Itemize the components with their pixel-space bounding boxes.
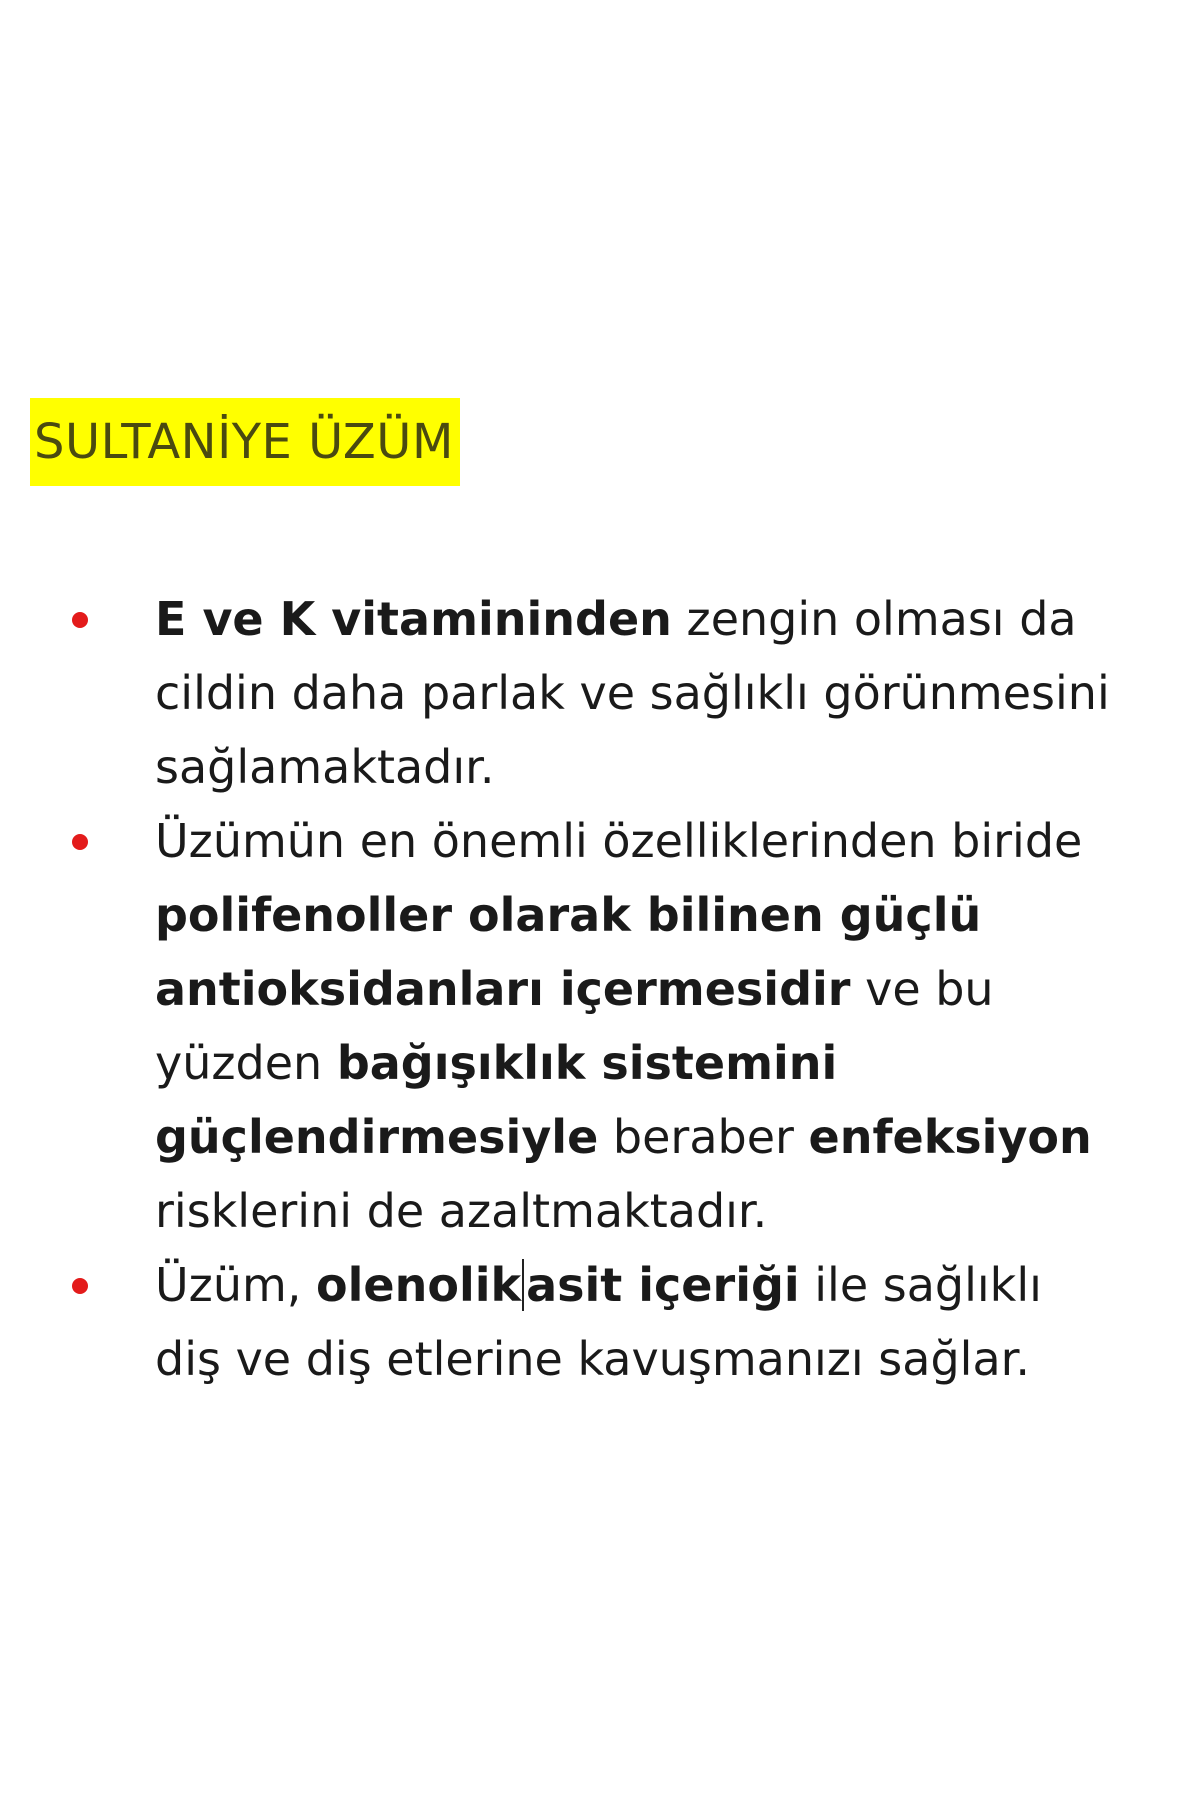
bold-text-segment: asit içeriği (526, 1258, 800, 1312)
text-segment: zengin olması da (671, 592, 1077, 646)
bullet-dot-icon (72, 834, 88, 850)
text-segment: diş ve diş etlerine kavuşmanızı sağlar. (155, 1332, 1030, 1386)
text-segment: cildin daha parlak ve sağlıklı görünmesini (155, 666, 1110, 720)
bold-text-segment: polifenoller olarak bilinen güçlü (155, 888, 982, 942)
text-segment: beraber (598, 1110, 809, 1164)
bullet-dot-icon (72, 1278, 88, 1294)
text-line (155, 804, 1170, 878)
text-line (155, 1100, 1170, 1174)
text-line (155, 582, 1170, 656)
text-segment: risklerini de azaltmaktadır. (155, 1184, 768, 1238)
text-segment: ve bu (850, 962, 994, 1016)
bullet-item-2 (0, 804, 1200, 1248)
text-segment: yüzden (155, 1036, 337, 1090)
text-segment: ile sağlıklı (799, 1258, 1042, 1312)
bold-text-segment: enfeksiyon (808, 1110, 1092, 1164)
document-title: SULTANİYE ÜZÜM (30, 398, 460, 486)
text-line (155, 730, 1170, 804)
text-cursor (522, 1259, 524, 1311)
bold-text-segment: bağışıklık sistemini (336, 1036, 838, 1090)
bullet-list (0, 582, 1200, 1396)
title-wrap (30, 398, 460, 486)
bullet-dot-icon (72, 612, 88, 628)
text-segment: Üzüm, (155, 1258, 317, 1312)
text-line (155, 952, 1170, 1026)
text-line (155, 1248, 1170, 1322)
bold-text-segment: güçlendirmesiyle (155, 1110, 599, 1164)
text-line (155, 656, 1170, 730)
bullet-item-3 (0, 1248, 1200, 1396)
bold-text-segment: olenolik (316, 1258, 522, 1312)
bold-text-segment: E ve K vitamininden (155, 592, 672, 646)
bullet-item-1 (0, 582, 1200, 804)
bold-text-segment: antioksidanları içermesidir (155, 962, 851, 1016)
text-segment: sağlamaktadır. (155, 740, 495, 794)
text-line (155, 1322, 1170, 1396)
text-line (155, 1174, 1170, 1248)
text-line (155, 878, 1170, 952)
text-segment: Üzümün en önemli özelliklerinden biride (155, 814, 1083, 868)
text-line (155, 1026, 1170, 1100)
